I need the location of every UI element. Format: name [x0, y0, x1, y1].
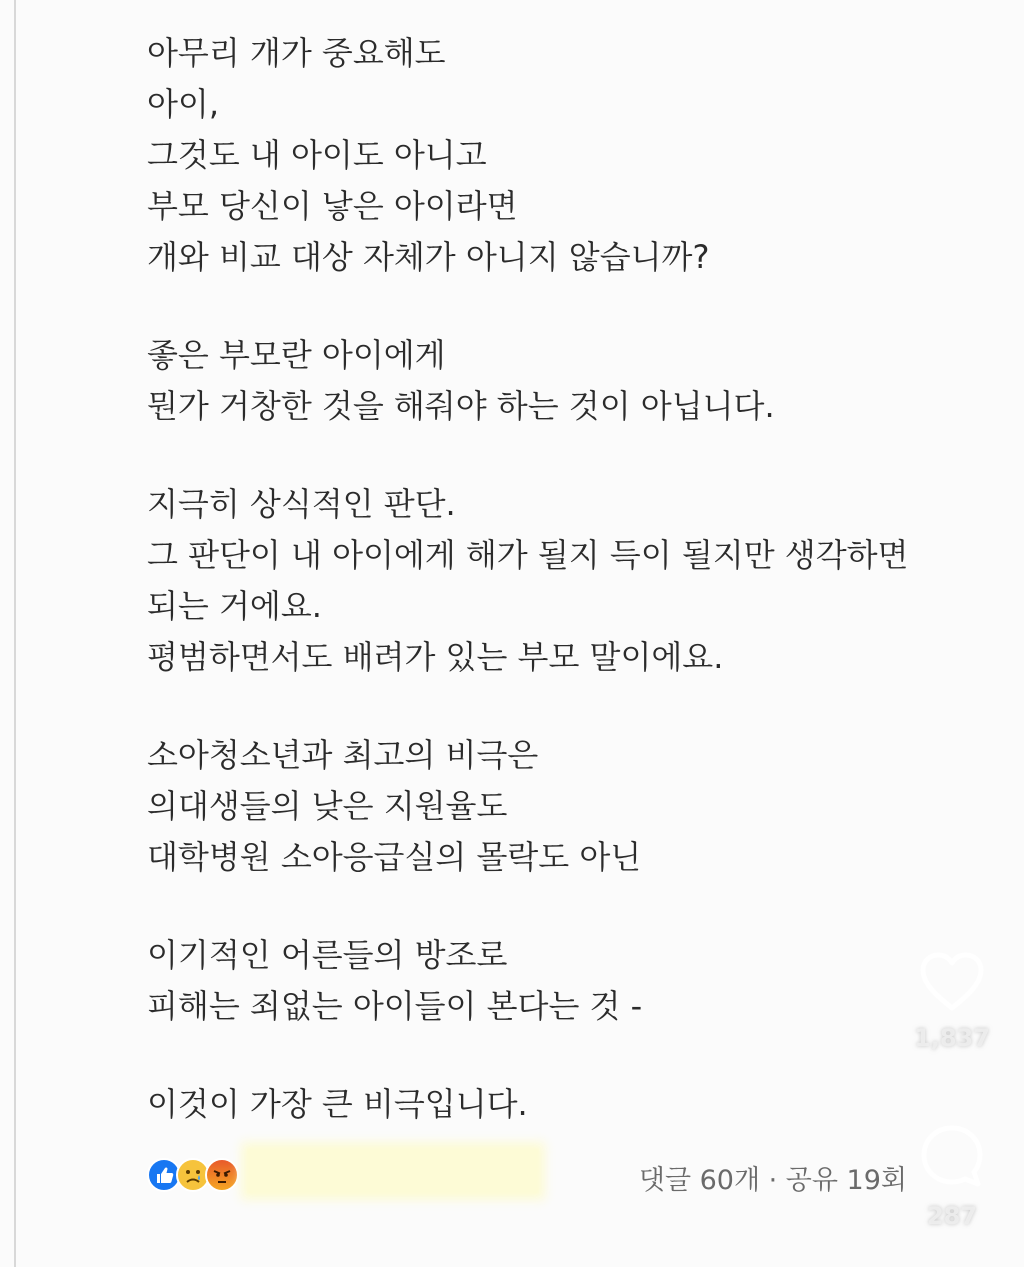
comment-count: 287 [926, 1202, 978, 1230]
comment-button[interactable] [910, 1120, 994, 1250]
post-line: 평범하면서도 배려가 있는 부모 말이에요. [147, 638, 724, 676]
heart-icon [917, 950, 987, 1014]
paragraph-gap [147, 683, 947, 730]
post-body [147, 28, 947, 1130]
post-line: 뭔가 거창한 것을 해줘야 하는 것이 아닙니다. [147, 387, 775, 425]
post-line: 부모 당신이 낳은 아이라면 [147, 187, 518, 225]
paragraph-gap [147, 883, 947, 930]
post-line: 개와 비교 대상 자체가 아니지 않습니까? [147, 238, 710, 276]
post-line: 좋은 부모란 아이에게 [147, 336, 446, 374]
post-line: 그 판단이 내 아이에게 해가 될지 득이 될지만 생각하면 [147, 536, 909, 574]
paragraph-gap [147, 1032, 947, 1079]
post-line: 이것이 가장 큰 비극입니다. [147, 1085, 528, 1123]
paragraph-gap [147, 432, 947, 479]
post-line: 소아청소년과 최고의 비극은 [147, 736, 539, 774]
reaction-summary[interactable] [147, 1158, 247, 1190]
comment-share-stats[interactable]: 댓글 60개 · 공유 19회 [638, 1165, 907, 1196]
post-line: 대학병원 소아응급실의 몰락도 아닌 [147, 838, 642, 876]
comment-bubble-icon [916, 1120, 988, 1192]
paragraph-gap [147, 283, 947, 330]
post-line: 그것도 내 아이도 아니고 [147, 136, 487, 174]
post-footer [147, 1148, 907, 1198]
left-border [14, 0, 16, 1267]
post-line: 아이, [147, 85, 219, 123]
post-line: 아무리 개가 중요해도 [147, 34, 446, 72]
post-line: 되는 거에요. [147, 587, 322, 625]
like-count: 1,837 [914, 1024, 990, 1052]
post-line: 피해는 죄없는 아이들이 본다는 것 - [147, 987, 643, 1025]
redacted-name-blur [247, 1148, 539, 1194]
post-line: 지극히 상식적인 판단. [147, 485, 456, 523]
like-button[interactable] [910, 950, 994, 1070]
post-line: 이기적인 어른들의 방조로 [147, 936, 508, 974]
post-line: 의대생들의 낮은 지원율도 [147, 787, 508, 825]
angry-face-icon [205, 1158, 239, 1192]
